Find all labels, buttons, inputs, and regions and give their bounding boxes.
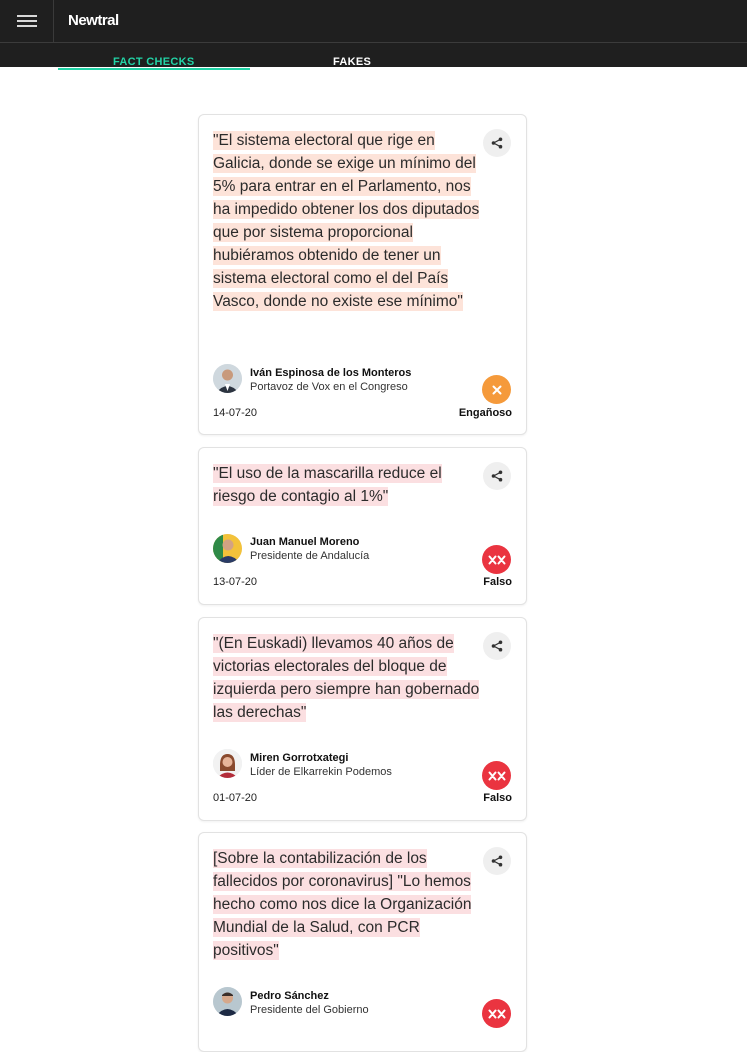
publish-date: 01-07-20 bbox=[213, 792, 258, 804]
double-cross-icon bbox=[488, 1009, 506, 1019]
quote-text: [Sobre la contabilización de los fallecidos por coronavirus] "Lo hemos hecho como nos dice la Organización Mundial de la Salud, con PCR positivos" bbox=[213, 850, 472, 959]
publish-date: 13-07-20 bbox=[213, 576, 258, 588]
avatar bbox=[213, 987, 242, 1016]
verdict-label: Falso bbox=[483, 576, 512, 588]
speaker-info bbox=[250, 535, 369, 564]
tab-bar bbox=[0, 42, 747, 67]
share-button[interactable] bbox=[483, 462, 511, 490]
speaker-info bbox=[250, 751, 392, 780]
person-photo-icon bbox=[213, 534, 242, 563]
speaker-info bbox=[250, 366, 411, 395]
verdict-badge bbox=[482, 375, 511, 404]
speaker-role: Líder de Elkarrekin Podemos bbox=[250, 766, 392, 778]
share-button[interactable] bbox=[483, 847, 511, 875]
speaker-name[interactable]: Miren Gorrotxategi bbox=[250, 752, 349, 764]
verdict-badge bbox=[482, 761, 511, 790]
speaker-role: Presidente de Andalucía bbox=[250, 550, 370, 562]
verdict-badge bbox=[482, 545, 511, 574]
fact-check-card[interactable] bbox=[198, 447, 527, 605]
speaker-name[interactable]: Iván Espinosa de los Monteros bbox=[250, 367, 412, 379]
share-button[interactable] bbox=[483, 129, 511, 157]
fact-check-card[interactable] bbox=[198, 832, 527, 1052]
hamburger-menu-button[interactable] bbox=[0, 0, 54, 42]
speaker-name[interactable]: Juan Manuel Moreno bbox=[250, 536, 360, 548]
fact-check-card[interactable] bbox=[198, 114, 527, 435]
speaker-role: Presidente del Gobierno bbox=[250, 1004, 369, 1016]
quote-text: "El sistema electoral que rige en Galicia, donde se exige un mínimo del 5% para entrar en el Parlamento, nos ha impedido obtener los dos diputados que por sistema proporcional hubiéramos obtenido de tener un sistema electoral como el del País Vasco, donde no existe ese mínimo" bbox=[213, 132, 480, 310]
publish-date: 14-07-20 bbox=[213, 407, 258, 419]
quote-text: "(En Euskadi) llevamos 40 años de victorias electorales del bloque de izquierda pero siempre han gobernado las derechas" bbox=[213, 635, 480, 721]
avatar bbox=[213, 534, 242, 563]
share-button[interactable] bbox=[483, 632, 511, 660]
site-logo[interactable]: Newtral bbox=[68, 12, 119, 29]
share-icon bbox=[491, 640, 503, 652]
active-tab-indicator bbox=[58, 68, 250, 70]
tab-fakes[interactable]: FAKES bbox=[333, 56, 372, 67]
share-icon bbox=[491, 137, 503, 149]
verdict-label: Engañoso bbox=[458, 407, 512, 419]
person-photo-icon bbox=[213, 987, 242, 1016]
fact-check-card[interactable] bbox=[198, 617, 527, 821]
quote-text: "El uso de la mascarilla reduce el riesgo de contagio al 1%" bbox=[213, 465, 442, 505]
person-photo-icon bbox=[213, 364, 242, 393]
double-cross-icon bbox=[488, 771, 506, 781]
cross-icon bbox=[492, 385, 502, 395]
speaker-name[interactable]: Pedro Sánchez bbox=[250, 990, 329, 1002]
share-icon bbox=[491, 470, 503, 482]
speaker-role: Portavoz de Vox en el Congreso bbox=[250, 381, 408, 393]
tab-fact-checks[interactable]: FACT CHECKS bbox=[113, 56, 195, 67]
top-bar bbox=[0, 0, 747, 42]
hamburger-icon bbox=[17, 15, 37, 27]
person-photo-icon bbox=[213, 749, 242, 778]
double-cross-icon bbox=[488, 555, 506, 565]
verdict-label: Falso bbox=[483, 792, 512, 804]
avatar bbox=[213, 364, 242, 393]
avatar bbox=[213, 749, 242, 778]
share-icon bbox=[491, 855, 503, 867]
speaker-info bbox=[250, 989, 369, 1018]
